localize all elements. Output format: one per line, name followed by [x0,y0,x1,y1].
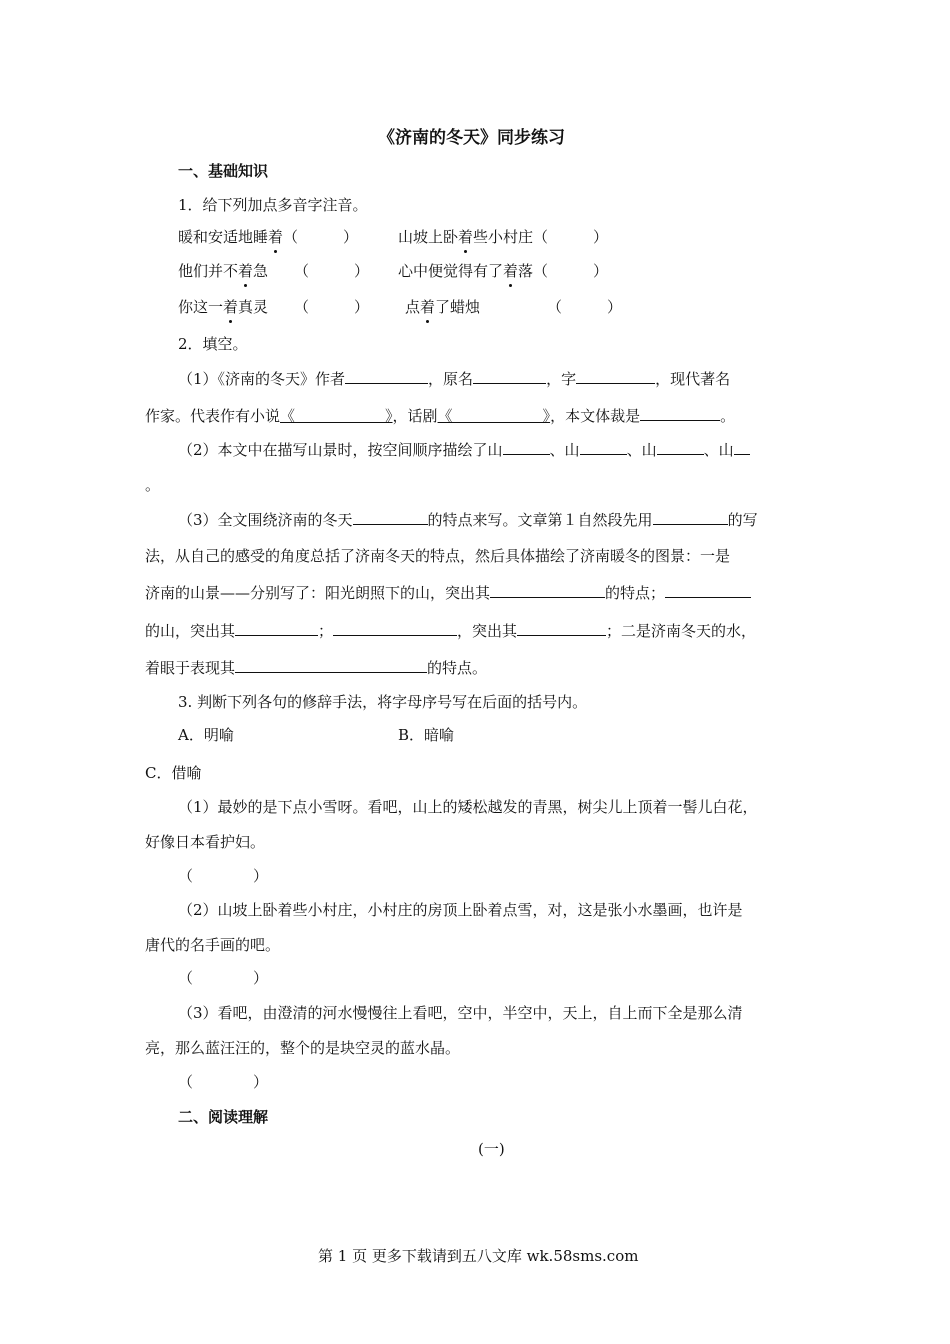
emphasis-dot-char: 着 [503,262,519,280]
fill-blank[interactable] [333,620,457,636]
fill-blank[interactable] [473,368,546,384]
emphasis-dot-char: 着 [268,228,284,246]
emphasis-dot-char: 着 [238,262,254,280]
q1-word: 你这一 [178,298,224,316]
q1-row2-left [178,260,268,282]
text: ，本文体裁是 [550,407,641,425]
text: ，现代著名 [655,370,731,388]
q3-stem: 3. 判断下列各句的修辞手法，将字母序号写在后面的括号内。 [178,693,588,711]
fill-blank[interactable] [665,582,751,598]
q3-option-a: A．明喻 [178,726,234,744]
section-heading-basic: 一、基础知识 [178,162,269,180]
q1-row2-left-paren[interactable]: （ ） [294,262,370,280]
fill-blank-drama[interactable]: 《 》 [437,407,551,425]
text: 、山 [549,441,580,459]
text: 。 [720,407,736,425]
text: 的山，突出其 [145,622,236,640]
q2-item3-line5 [145,657,487,679]
fill-blank[interactable] [235,657,427,673]
section-heading-reading: 二、阅读理解 [178,1108,269,1126]
q1-word: 山坡上卧 [398,228,459,246]
answer-paren[interactable]: （ ） [533,262,609,280]
q3-sentence2-line1: （2）山坡上卧着些小村庄，小村庄的房顶上卧着点雪，对，这是张小水墨画，也许是 [178,901,743,919]
q1-row1-left [178,226,358,248]
fill-blank[interactable] [576,368,655,384]
text: ；二是济南冬天的水， [606,622,757,640]
fill-blank[interactable] [235,620,318,636]
fill-blank[interactable] [345,368,428,384]
text: （2）本文中在描写山景时，按空间顺序描绘了山 [178,441,503,459]
q3-option-b: B．暗喻 [398,726,455,744]
fill-blank-novel[interactable]: 《 》 [280,407,393,425]
q1-word: 他们并不 [178,262,239,280]
text: 作家。代表作有小说 [145,407,281,425]
emphasis-dot-char: 着 [223,298,239,316]
fill-blank[interactable] [734,439,750,455]
q3-sentence2-line2: 唐代的名手画的吧。 [145,936,281,954]
q3-sentence3-line1: （3）看吧，由澄清的河水慢慢往上看吧，空中，半空中，天上，自上而下全是那么清 [178,1004,743,1022]
q1-word: 落 [518,262,534,280]
q3-answer3-paren[interactable]: （ ） [178,1073,269,1091]
text: 、山 [703,441,734,459]
q2-item3-line2: 法，从自己的感受的角度总括了济南冬天的特点，然后具体描绘了济南暖冬的图景：一是 [145,547,731,565]
q3-sentence1-line1: （1）最妙的是下点小雪呀。看吧，山上的矮松越发的青黑，树尖儿上顶着一髻儿白花， [178,798,758,816]
fill-blank[interactable] [353,509,428,525]
text: ，原名 [428,370,474,388]
q2-item3-line4 [145,620,756,642]
text: 、山 [626,441,657,459]
q1-row1-right [398,226,608,248]
page-title: 《济南的冬天》同步练习 [378,128,565,148]
q3-answer1-paren[interactable]: （ ） [178,867,269,885]
text: 的写 [727,511,758,529]
q2-item3-line3 [145,582,751,604]
q1-row3-right-paren[interactable]: （ ） [547,298,623,316]
text: ，突出其 [457,622,518,640]
q1-word: 心中便觉得有了 [398,262,504,280]
q1-row3-right [405,296,480,318]
q1-word: 了蜡烛 [435,298,481,316]
fill-blank[interactable] [640,405,720,421]
text: 济南的山景——分别写了：阳光朗照下的山，突出其 [145,584,491,602]
text: ，话剧 [392,407,438,425]
answer-paren[interactable]: （ ） [533,228,609,246]
q2-item3-line1 [178,509,758,531]
q1-row3-left-paren[interactable]: （ ） [294,298,370,316]
subsection-number: (一) [478,1140,505,1158]
fill-blank[interactable] [580,439,627,455]
text: （3）全文围绕济南的冬天 [178,511,353,529]
q2-item2-line2: 。 [145,476,161,494]
page-footer: 第 1 页 更多下载请到五八文库 wk.58sms.com [318,1247,639,1265]
fill-blank[interactable] [657,439,704,455]
q1-row2-right [398,260,608,282]
text: （1）《济南的冬天》作者 [178,370,346,388]
emphasis-dot-char: 着 [458,228,474,246]
text: ； [318,622,334,640]
emphasis-dot-char: 着 [420,298,436,316]
q1-word: 真灵 [238,298,269,316]
q3-answer2-paren[interactable]: （ ） [178,969,269,987]
q1-stem: 1．给下列加点多音字注音。 [178,196,368,214]
q3-sentence1-line2: 好像日本看护妇。 [145,833,266,851]
text: 的特点； [605,584,666,602]
answer-paren[interactable]: （ ） [283,228,359,246]
q1-word: 点 [405,298,421,316]
fill-blank[interactable] [517,620,606,636]
fill-blank[interactable] [490,582,605,598]
text: 的特点。 [427,659,488,677]
q1-row3-left [178,296,268,318]
fill-blank[interactable] [653,509,728,525]
q2-item1-line1 [178,368,730,390]
q1-word: 些小村庄 [473,228,534,246]
text: ，字 [546,370,577,388]
text: 着眼于表现其 [145,659,236,677]
q3-sentence3-line2: 亮，那么蓝汪汪的，整个的是块空灵的蓝水晶。 [145,1039,461,1057]
q1-word: 暖和安适地睡 [178,228,269,246]
q1-word: 急 [253,262,269,280]
q2-item2-line1 [178,439,750,461]
fill-blank[interactable] [503,439,550,455]
q2-stem: 2．填空。 [178,335,248,353]
q2-item1-line2 [145,405,735,427]
text: 的特点来写。文章第１自然段先用 [427,511,653,529]
q3-option-c: C．借喻 [145,764,202,782]
